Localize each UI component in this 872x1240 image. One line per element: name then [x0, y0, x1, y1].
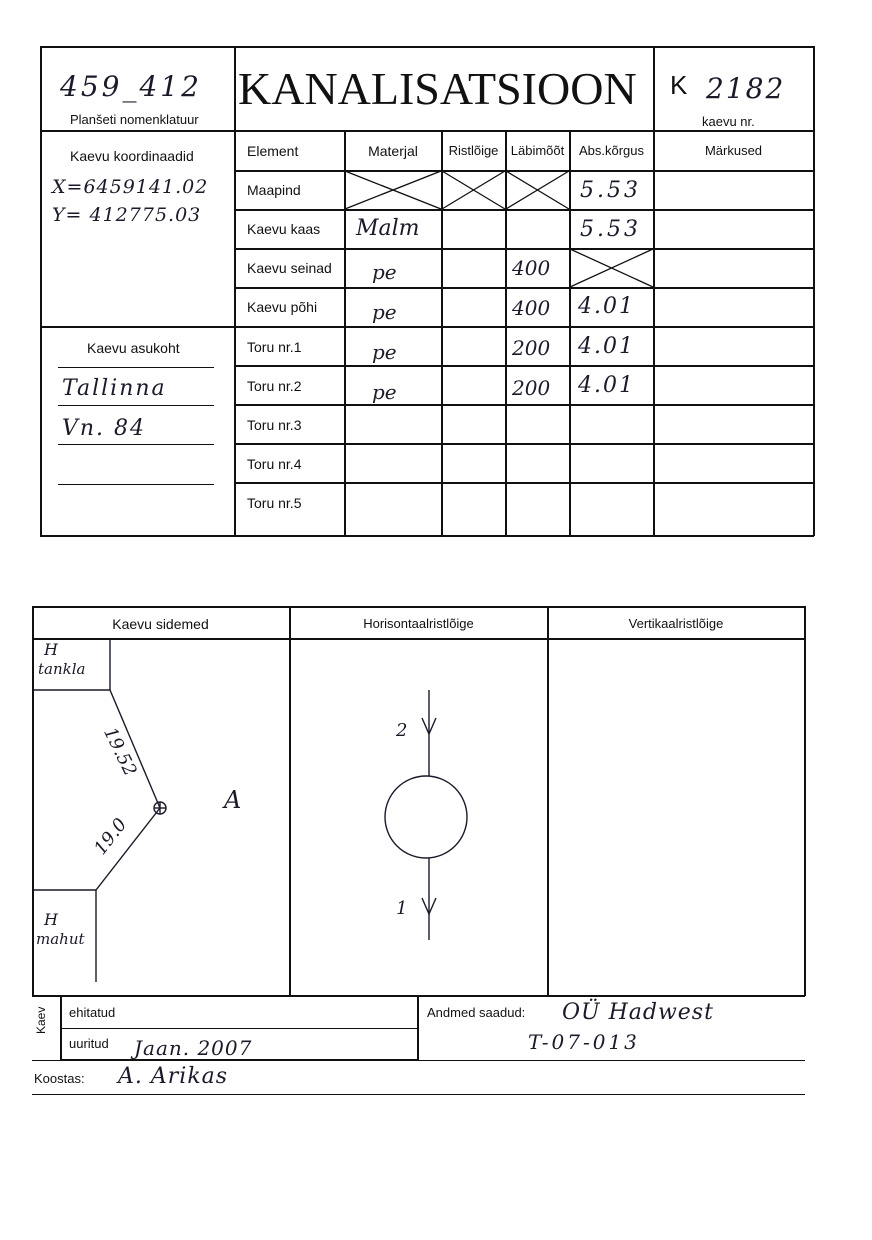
section-horizontal: Horisontaalristlõige — [363, 616, 474, 631]
height-value: 4.01 — [578, 294, 635, 319]
diameter-value: 200 — [512, 376, 551, 400]
row-element: Toru nr.5 — [247, 495, 302, 511]
location-label: Kaevu asukoht — [87, 340, 180, 356]
height-value: 5.53 — [580, 178, 641, 203]
location-line2: Vn. 84 — [62, 416, 147, 441]
distance-bottom: 19.0 — [90, 814, 132, 859]
location-line1: Tallinna — [62, 376, 167, 401]
height-value: 5.53 — [580, 217, 641, 242]
coordinate-y: Y= 412775.03 — [52, 204, 202, 226]
surveyed-label: uuritud — [69, 1036, 109, 1051]
ref-top-code: H — [44, 640, 58, 659]
author-label: Koostas: — [34, 1071, 85, 1086]
author-value: A. Arikas — [118, 1064, 229, 1089]
header-element: Element — [247, 143, 299, 159]
header-abs-height: Abs.kõrgus — [578, 143, 645, 158]
ref-top-name: tankla — [38, 660, 86, 678]
form-title: KANALISATSIOON — [238, 63, 637, 114]
coordinate-x: X=6459141.02 — [52, 176, 209, 198]
material-value: pe — [372, 260, 397, 284]
row-element: Kaevu seinad — [247, 260, 332, 276]
well-number: 2182 — [706, 72, 786, 105]
data-source-label: Andmed saadud: — [427, 1005, 526, 1020]
surveyed-value: Jaan. 2007 — [134, 1036, 253, 1060]
pipe-in-number: 2 — [396, 720, 408, 741]
material-value: pe — [372, 300, 397, 324]
row-element: Maapind — [247, 182, 301, 198]
row-element: Kaevu põhi — [247, 299, 318, 315]
row-element: Toru nr.3 — [247, 417, 302, 433]
row-element: Toru nr.1 — [247, 339, 302, 355]
diameter-value: 200 — [512, 336, 551, 360]
row-element: Toru nr.2 — [247, 378, 302, 394]
point-label: A — [224, 786, 242, 814]
ref-bottom-code: H — [44, 910, 58, 929]
well-label: kaevu nr. — [702, 114, 755, 129]
built-label: ehitatud — [69, 1005, 116, 1020]
diameter-value: 400 — [512, 296, 551, 320]
row-element: Toru nr.4 — [247, 456, 302, 472]
material-value: pe — [372, 340, 397, 364]
material-value: Malm — [356, 216, 420, 241]
well-prefix: K — [670, 70, 688, 100]
data-source-company: OÜ Hadwest — [562, 1000, 714, 1025]
sheet-label: Planšeti nomenklatuur — [70, 112, 199, 127]
row-element: Kaevu kaas — [247, 221, 321, 237]
header-cross-section: Ristlõige — [448, 143, 499, 158]
data-source-ref: T-07-013 — [528, 1030, 640, 1054]
height-value: 4.01 — [578, 373, 635, 398]
header-material: Materjal — [368, 143, 418, 159]
header-notes: Märkused — [704, 143, 763, 158]
diameter-value: 400 — [512, 256, 551, 280]
header-diameter: Läbimõõt — [510, 143, 565, 158]
coordinates-label: Kaevu koordinaadid — [70, 148, 194, 164]
pipe-out-number: 1 — [396, 898, 408, 919]
height-value: 4.01 — [578, 334, 635, 359]
material-value: pe — [372, 380, 397, 404]
distance-top: 19.52 — [99, 724, 141, 780]
sheet-number: 459_412 — [60, 70, 202, 103]
ref-bottom-name: mahut — [36, 930, 85, 948]
section-well-links: Kaevu sidemed — [112, 616, 209, 632]
section-vertical: Vertikaalristlõige — [628, 616, 724, 631]
well-side-label: Kaev — [34, 1006, 48, 1034]
